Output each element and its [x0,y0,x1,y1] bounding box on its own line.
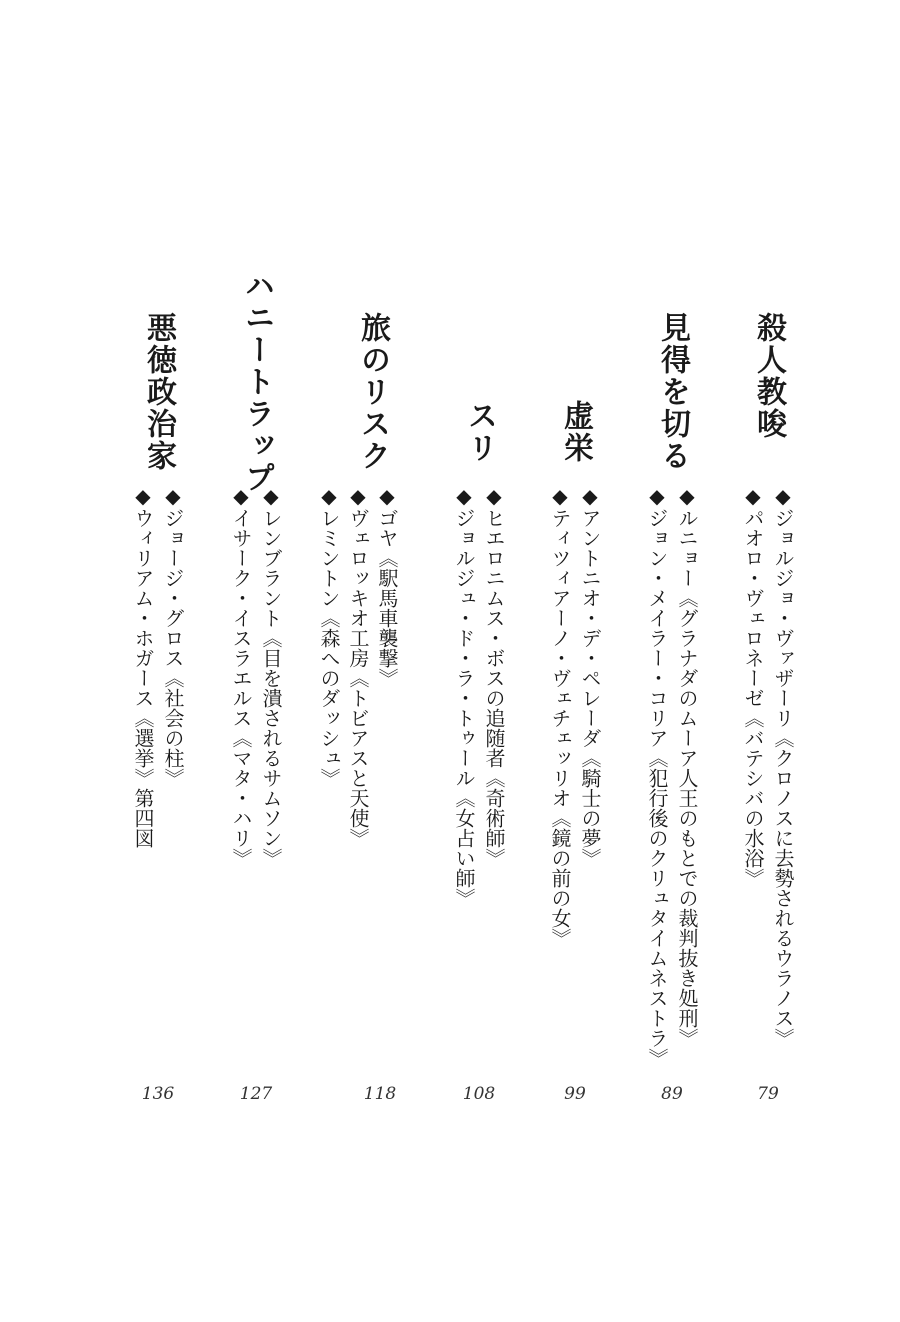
chapter-entries [545,484,605,1044]
artwork-entry: ◆アントニオ・デ・ペレーダ《騎士の夢》 [578,484,602,868]
chapter-title: 悪徳政治家 [141,312,176,472]
chapter-entries [226,484,286,1044]
page-number: 89 [661,1084,683,1104]
chapter-title: 旅のリスク [355,312,390,472]
chapter-title: 殺人教唆 [751,312,786,440]
artwork-entry: ◆ゴヤ《駅馬車襲撃》 [375,484,399,688]
chapter-entries [449,484,509,1044]
chapter-section [738,0,798,1322]
chapter-section [449,0,509,1322]
chapter-entries [738,484,798,1048]
artwork-entry: ◆ヒエロニムス・ボスの追随者《奇術師》 [482,484,506,868]
chapter-title: スリ [462,400,497,464]
chapter-title: 見得を切る [655,312,690,472]
artwork-entry: ◆ウィリアム・ホガース《選挙》第四図 [131,484,155,848]
artwork-entry: ◆ルニョー《グラナダのムーア人王のもとでの裁判抜き処刑》 [675,484,699,1048]
artwork-entry: ◆イサーク・イスラエルス《マタ・ハリ》 [229,484,253,868]
artwork-entry: ◆ティツィアーノ・ヴェチェッリオ《鏡の前の女》 [548,484,572,948]
artwork-entry: ◆ジョージ・グロス《社会の柱》 [161,484,185,788]
chapter-title: 虚栄 [558,400,593,464]
chapter-section [317,0,420,1322]
page-number: 108 [462,1084,496,1104]
artwork-entry: ◆ヴェロッキオ工房《トビアスと天使》 [346,484,370,848]
artwork-entry: ◆ジョルジュ・ド・ラ・トゥール《女占い師》 [452,484,476,908]
artwork-entry: ◆ジョン・メイラー・コリア《犯行後のクリュタイムネストラ》 [645,484,669,1068]
artwork-entry: ◆レンブラント《目を潰されるサムソン》 [259,484,283,868]
chapter-section [545,0,605,1322]
page-number: 99 [564,1084,586,1104]
page-number: 118 [363,1084,397,1104]
artwork-entry: ◆レミントン《森へのダッシュ》 [317,484,341,788]
artwork-entry: ◆パオロ・ヴェロネーゼ《バテシバの水浴》 [741,484,765,888]
chapter-section [226,0,286,1322]
chapter-title: ハニートラップ [239,270,274,494]
page-number: 136 [141,1084,175,1104]
chapter-section [642,0,702,1322]
chapter-entries [642,484,702,1068]
page-number: 79 [757,1084,779,1104]
artwork-entry: ◆ジョルジョ・ヴァザーリ《クロノスに去勢されるウラノス》 [771,484,795,1048]
chapter-entries [128,484,188,1044]
chapter-entries [317,484,420,1044]
chapter-section [128,0,188,1322]
page-number: 127 [239,1084,273,1104]
